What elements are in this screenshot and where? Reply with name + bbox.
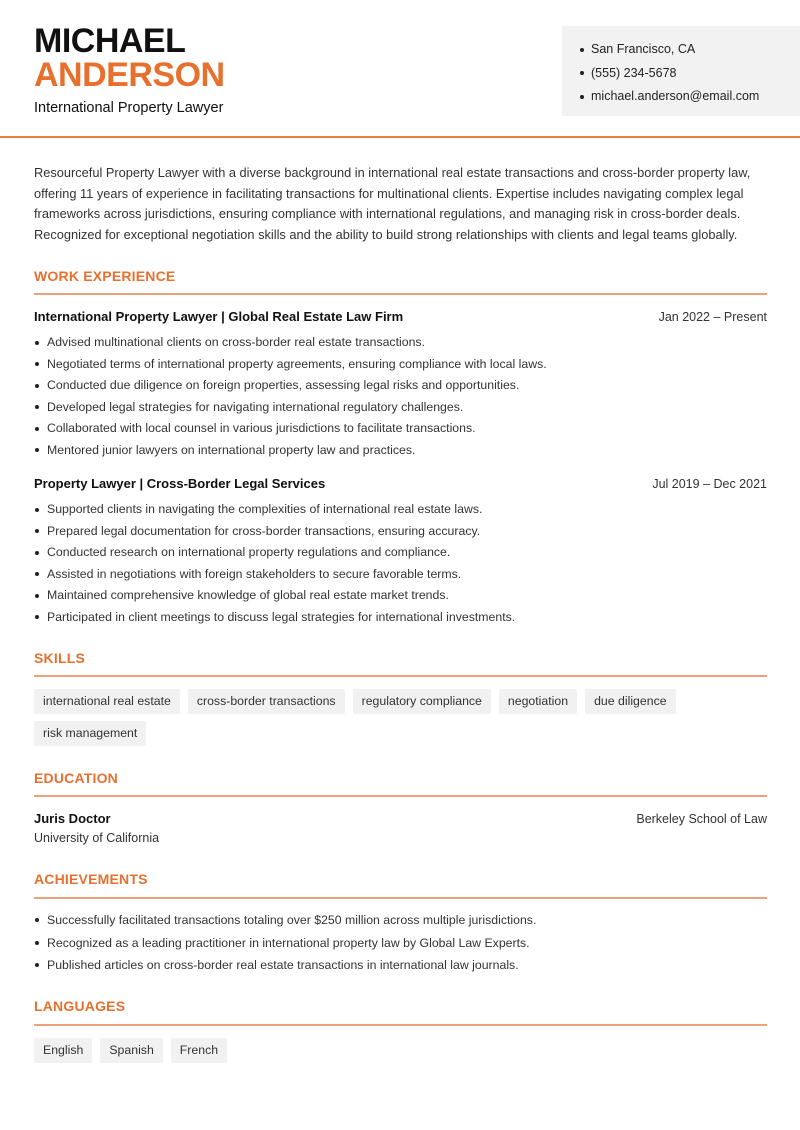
summary-paragraph: Resourceful Property Lawyer with a diverse background in international real estate transactions and cross-border property law, offering 11 years of experience in facilitating transactions for multinational clients. Expertise includes navigating complex legal frameworks across jurisdictions, ensuring compliance with international regulations, and managing risk in cross-border deals. Recognized for exceptional negotiation skills and the ability to build strong relationships with clients and legal teams globally.: [34, 165, 751, 242]
job-role: Property Lawyer | Cross-Border Legal Services: [34, 476, 326, 491]
bullet-icon: [35, 529, 39, 533]
list-item: [34, 564, 767, 586]
skill-tag: regulatory compliance: [353, 689, 491, 714]
education-header: [34, 811, 767, 826]
job-bullets-1: [34, 332, 767, 461]
list-item-text: Recognized as a leading practitioner in international property law by Global Law Experts.: [47, 935, 530, 950]
bullet-icon: [35, 427, 39, 431]
bullet-icon: [35, 594, 39, 598]
bullet-icon: [580, 95, 584, 99]
list-item-text: Negotiated terms of international property agreements, ensuring compliance with local laws.: [47, 356, 547, 371]
list-item-text: Collaborated with local counsel in various jurisdictions to facilitate transactions.: [47, 421, 476, 435]
job-header-1: [34, 309, 767, 324]
degree: Juris Doctor: [34, 811, 111, 826]
list-item: [34, 542, 767, 564]
job-dates: Jan 2022 – Present: [658, 310, 767, 324]
bullet-icon: [35, 918, 39, 922]
list-item-text: Developed legal strategies for navigating international regulatory challenges.: [47, 399, 464, 414]
bullet-icon: [35, 551, 39, 555]
list-item: [34, 499, 767, 521]
section-divider: [34, 293, 767, 295]
skill-tag: due diligence: [585, 689, 675, 714]
school: Berkeley School of Law: [636, 812, 767, 826]
section-divider: [34, 1024, 767, 1026]
list-item-text: Published articles on cross-border real estate transactions in international law journals.: [47, 958, 519, 972]
contact-phone: [580, 62, 800, 86]
list-item: [34, 354, 767, 376]
skill-tag: international real estate: [34, 689, 180, 714]
list-item: [34, 375, 767, 397]
list-item-text: Conducted due diligence on foreign properties, assessing legal risks and opportunities.: [47, 378, 520, 392]
language-tag: French: [171, 1038, 227, 1063]
section-divider: [34, 675, 767, 677]
bullet-icon: [35, 405, 39, 409]
list-item: [34, 932, 767, 955]
list-item-text: Supported clients in navigating the complexities of international real estate laws.: [47, 502, 483, 516]
language-tag: Spanish: [100, 1038, 162, 1063]
skill-tag: cross-border transactions: [188, 689, 345, 714]
contact-box: [562, 26, 800, 116]
list-item-text: Prepared legal documentation for cross-border transactions, ensuring accuracy.: [47, 523, 481, 538]
first-name: MICHAEL: [34, 22, 186, 60]
list-item: [34, 440, 767, 462]
contact-email: [580, 85, 800, 109]
bullet-icon: [580, 48, 584, 52]
achievements-list: [34, 909, 767, 977]
list-item-text: Assisted in negotiations with foreign stakeholders to secure favorable terms.: [47, 566, 462, 581]
work-experience-heading: WORK EXPERIENCE: [34, 268, 176, 284]
list-item: [34, 954, 767, 977]
bullet-icon: [35, 941, 39, 945]
contact-location-text: San Francisco, CA: [591, 42, 696, 56]
contact-email-text: michael.anderson@email.com: [591, 89, 760, 103]
list-item: [34, 607, 767, 629]
list-item: [34, 909, 767, 932]
list-item-text: Advised multinational clients on cross-border real estate transactions.: [47, 335, 425, 349]
skills-heading: SKILLS: [34, 650, 85, 666]
list-item-text: Conducted research on international property regulations and compliance.: [47, 545, 451, 559]
list-item: [34, 332, 767, 354]
bullet-icon: [35, 384, 39, 388]
list-item: [34, 521, 767, 543]
languages-tags: [34, 1038, 694, 1063]
education-heading: EDUCATION: [34, 770, 118, 786]
achievements-heading: ACHIEVEMENTS: [34, 871, 148, 887]
section-divider: [34, 795, 767, 797]
contact-phone-text: (555) 234-5678: [591, 65, 677, 80]
university: University of California: [34, 831, 160, 845]
last-name: ANDERSON: [34, 56, 225, 94]
bullet-icon: [35, 615, 39, 619]
skills-tags: [34, 689, 694, 746]
list-item-text: Successfully facilitated transactions totaling over $250 million across multiple jurisdictions.: [47, 913, 537, 927]
job-title: International Property Lawyer: [34, 100, 224, 116]
bullet-icon: [35, 341, 39, 345]
bullet-icon: [35, 572, 39, 576]
list-item-text: Mentored junior lawyers on international property law and practices.: [47, 442, 416, 457]
bullet-icon: [580, 71, 584, 75]
list-item: [34, 418, 767, 440]
job-dates: Jul 2019 – Dec 2021: [652, 477, 767, 491]
list-item-text: Participated in client meetings to discuss legal strategies for international investments.: [47, 609, 516, 624]
contact-location: [580, 38, 800, 62]
bullet-icon: [35, 963, 39, 967]
job-bullets-2: [34, 499, 767, 628]
skill-tag: risk management: [34, 721, 146, 746]
resume-header: [0, 0, 800, 138]
section-divider: [34, 897, 767, 899]
skill-tag: negotiation: [499, 689, 577, 714]
job-role: International Property Lawyer | Global Real Estate Law Firm: [34, 309, 404, 324]
job-header-2: [34, 476, 767, 491]
list-item: [34, 397, 767, 419]
languages-heading: LANGUAGES: [34, 998, 126, 1014]
bullet-icon: [35, 448, 39, 452]
list-item: [34, 585, 767, 607]
bullet-icon: [35, 508, 39, 512]
list-item-text: Maintained comprehensive knowledge of global real estate market trends.: [47, 588, 449, 602]
language-tag: English: [34, 1038, 92, 1063]
bullet-icon: [35, 362, 39, 366]
